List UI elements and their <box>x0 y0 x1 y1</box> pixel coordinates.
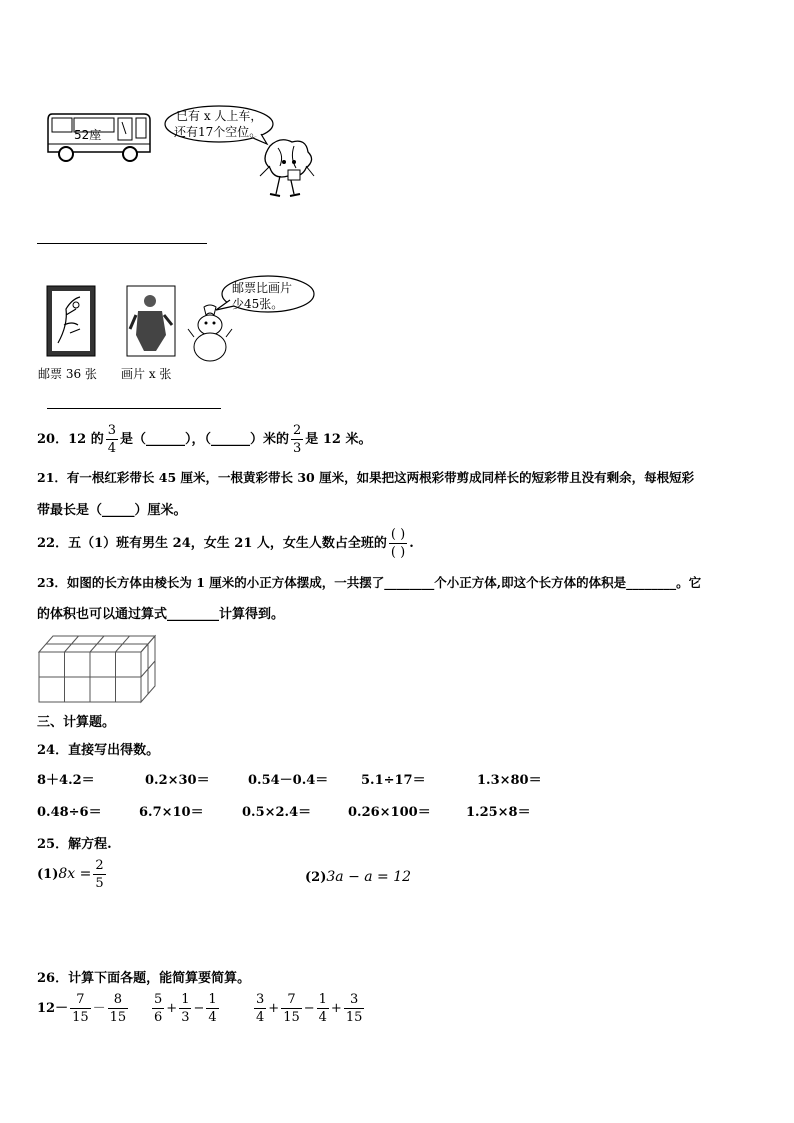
q20-fraction-1: $\frac{3}{4}$ <box>107 423 116 456</box>
question-26-title: 26．计算下面各题，能简算要简算。 <box>37 971 251 986</box>
question-20 <box>37 424 371 455</box>
stamp-bubble-line1: 邮票比画片 <box>232 281 293 295</box>
q24-item: 5.1÷17＝ <box>361 773 426 788</box>
q22-text: 22．五（1）班有男生 24，女生 21 人，女生人数占全班的 <box>37 536 387 551</box>
q26-expression-3: $\frac{3}{4}$ + $\frac{7}{15}$ − $\frac{1}{4}$ + $\frac{3}{15}$ <box>256 992 363 1025</box>
q24-item: 1.25×8＝ <box>466 805 531 820</box>
q24-item: 1.3×80＝ <box>477 773 542 788</box>
question-23-line1: 23．如图的长方体由棱长为 1 厘米的小正方体摆成，一共摆了________个小正方体,即这个长方体的体积是________。它 <box>37 575 702 590</box>
picture-caption: 画片 x 张 <box>121 367 172 381</box>
question-21-line1: 21．有一根红彩带长 45 厘米，一根黄彩带长 30 厘米，如果把这两根彩带剪成同样长的短彩带且没有剩余，每根短彩 <box>37 470 695 485</box>
q25-equation-1: (1)8x = $\frac{2}{5}$ <box>37 858 104 891</box>
q20-fraction-2: $\frac{2}{3}$ <box>293 423 302 456</box>
stamp-bubble-line2: 少45张。 <box>232 297 284 311</box>
q26-expression-2: $\frac{5}{6}$ + $\frac{1}{3}$ − $\frac{1}{4}$ <box>154 992 217 1025</box>
q25-equation-2: (2)3a − a = 12 <box>305 869 412 885</box>
q20-number: 20． <box>37 432 69 447</box>
stamp-illustration <box>46 285 96 357</box>
q24-item: 0.26×100＝ <box>348 805 431 820</box>
stamp-caption: 邮票 36 张 <box>38 367 97 381</box>
question-24-title: 24．直接写出得数。 <box>37 743 160 758</box>
q24-item: 0.54－0.4＝ <box>248 773 329 788</box>
question-25-title: 25．解方程. <box>37 837 112 852</box>
q24-item: 0.48÷6＝ <box>37 805 102 820</box>
q24-item: 0.2×30＝ <box>145 773 210 788</box>
turnip-character-illustration <box>186 303 234 363</box>
q26-expression-1: 12－ $\frac{7}{15}$ － $\frac{8}{15}$ <box>37 992 127 1025</box>
q24-item: 0.5×2.4＝ <box>242 805 312 820</box>
question-22: 22．五（1）班有男生 24，女生 21 人，女生人数占全班的 $\frac{( )}{( )}$ . <box>37 527 414 560</box>
q20-part1: 12 的 <box>68 432 104 447</box>
section-heading: 三、计算题。 <box>37 715 116 730</box>
answer-line <box>47 408 221 409</box>
picture-card-illustration <box>126 285 176 357</box>
answer-line <box>37 243 207 244</box>
q24-item: 6.7×10＝ <box>139 805 204 820</box>
cabbage-character-illustration <box>250 136 320 206</box>
cuboid-diagram <box>37 634 157 704</box>
bus-bubble-line1: 已有 x 人上车， <box>176 109 263 123</box>
question-23-line2: 的体积也可以通过算式________计算得到。 <box>37 607 285 622</box>
bus-bubble-line2: 还有17个空位。 <box>174 125 262 139</box>
q22-fraction: $\frac{( )}{( )}$ <box>390 527 406 560</box>
bus-seat-label: 52座 <box>74 128 102 142</box>
q20-part3: 是 12 米。 <box>305 432 372 447</box>
q24-item: 8＋4.2＝ <box>37 773 95 788</box>
q20-part2: 是（______），（______）米的 <box>120 432 290 447</box>
q25-fraction: $\frac{2}{5}$ <box>95 858 104 891</box>
question-21-line2: 带最长是（_____）厘米。 <box>37 503 187 518</box>
